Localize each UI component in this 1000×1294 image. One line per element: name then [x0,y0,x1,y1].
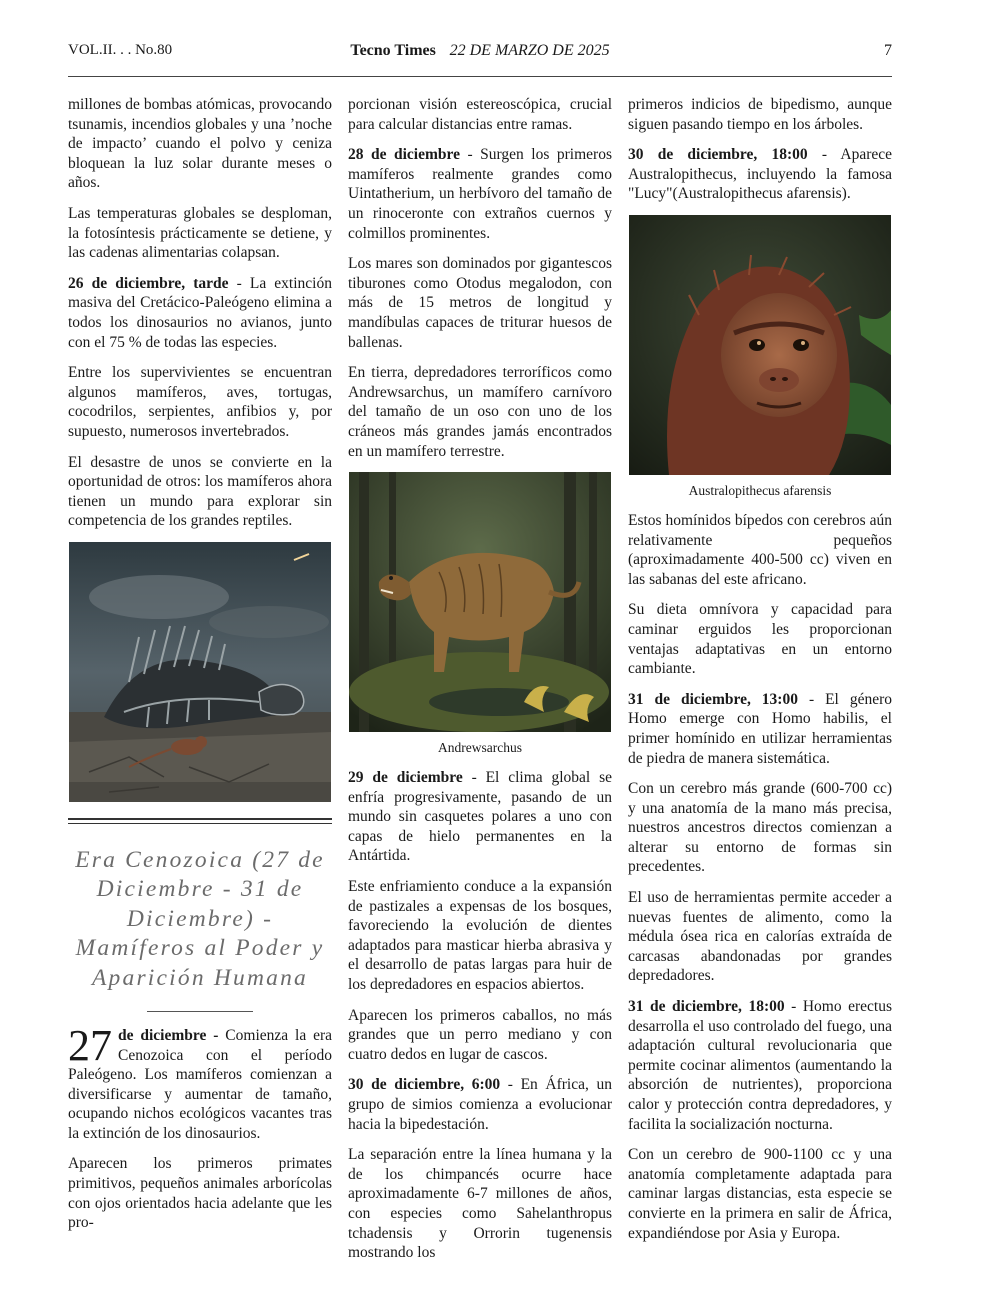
masthead [68,42,892,60]
paragraph: Aparecen los primeros caballos, no más grandes que un perro mediano y con cuatro dedos en lugar de cascos. [348,1006,612,1063]
paragraph: Su dieta omnívora y capacidad para caminar erguidos les proporcionan ventajas adaptativas en un entorno cambiante. [628,601,892,678]
paragraph: 27 de diciembre - Comienza la era Cenozoica con el período Paleógeno. Los mamíferos comienzan a diversificarse y aumentar de tamaño, ocupando nichos ecológicos vacantes tras la extinción de los dinosaurios. [68,1020,332,1142]
column-2 [348,95,612,1274]
section-title: Era Cenozoica (27 de Diciembre - 31 de Diciembre) - Mamíferos al Poder y Aparición Humana [75,846,325,991]
andrewsarchus-figure [348,472,612,756]
paragraph: Con un cerebro de 900-1100 cc y una anatomía completamente adaptada para caminar largas distancias, esta especie se convierte en la primera en salir de África, expandiéndose por Asia y Europa. [628,1146,892,1242]
paragraph: primeros indicios de bipedismo, aunque siguen pasando tiempo en los árboles. [628,96,892,133]
date-heading: 26 de diciembre, tarde [68,274,229,292]
australopithecus-image [629,215,891,475]
paragraph: Los mares son dominados por gigantescos tiburones como Otodus megalodon, con más de 15 metros de longitud y mandíbulas capaces de triturar huesos de ballenas. [348,255,612,351]
dinosaur-skeleton-image [69,542,331,802]
date-heading: 29 de diciembre [348,769,463,787]
paragraph: 30 de diciembre, 18:00 - Aparece Australopithecus, incluyendo la famosa "Lucy"(Australopithecus afarensis). [628,146,892,203]
page-header [68,42,892,64]
paragraph: 29 de diciembre - El clima global se enfría progresivamente, pasando de un mundo sin casquetes polares a uno con capas de hielo permanentes en la Antártida. [348,769,612,865]
paragraph: El desastre de unos se convierte en la oportunidad de otros: los mamíferos ahora tienen un mundo para explorar sin competencia de los grandes reptiles. [68,453,332,530]
paragraph: Aparecen los primeros primates primitivos, pequeños animales arborícolas con ojos orientados hacia adelante que les pro- [68,1155,332,1232]
paragraph: En tierra, depredadores terroríficos como Andrewsarchus, un mamífero carnívoro del tamaño de un oso con uno de los cráneos más grandes jamás encontrados en un mamífero terrestre. [348,364,612,460]
title-underline [147,1011,253,1012]
date-heading: 31 de diciembre, 13:00 [628,690,798,708]
paragraph: Con un cerebro más grande (600-700 cc) y una anatomía de la mano más precisa, nuestros ancestros directos comienzan a alterar su entorno de formas sin precedentes. [628,780,892,876]
paragraph: La separación entre la línea humana y la de los chimpancés ocurre hace aproximadamente 6-7 millones de años, con especies como Sahelanthropus tchadensis y Orrorin tugenensis mostrando los [348,1146,612,1262]
issue-date: 22 DE MARZO DE 2025 [449,42,610,59]
paragraph: Este enfriamiento conduce a la expansión de pastizales a expensas de los bosques, favoreciendo la evolución de dientes adaptados para masticar hierba abrasiva y el desarrollo de patas largas para huir de los depredadores en espacios abiertos. [348,878,612,994]
page-number: 7 [884,42,892,59]
date-heading: 28 de diciembre [348,146,461,164]
drop-cap: 27 [68,1020,112,1070]
paragraph: Entre los supervivientes se encuentran algunos mamíferos, aves, tortugas, cocodrilos, serpientes, anfibios y, por supuesto, numerosos invertebrados. [68,364,332,440]
andrewsarchus-image [349,472,611,732]
volume-number: VOL.II. . . No.80 [68,42,173,58]
paragraph: El uso de herramientas permite acceder a nuevas fuentes de alimento, como la médula ósea rica en calorías extraída de carcasas abandonadas por grandes depredadores. [628,889,892,985]
paragraph: Las temperaturas globales se desploman, la fotosíntesis prácticamente se detiene, y las cadenas alimentarias colapsan. [68,204,332,262]
dinosaur-skeleton-figure [68,542,332,802]
paragraph: 31 de diciembre, 18:00 - Homo erectus desarrolla el uso controlado del fuego, una adaptación cultural revolucionaria que permite cocinar alimentos (aumentando la absorción de nutrientes), proporciona calor y protección contra depredadores, y facilita la socialización nocturna. [628,998,892,1133]
date-heading: 30 de diciembre, 6:00 [348,1076,501,1094]
paragraph: 31 de diciembre, 13:00 - El género Homo emerge con Homo habilis, el primer homínido en utilizar herramientas de piedra de manera sistemática. [628,690,892,767]
figure-caption: Andrewsarchus [438,740,522,756]
paragraph: millones de bombas atómicas, provocando tsunamis, incendios globales y una ’noche de impacto’ cuando el polvo y ceniza bloquean la luz solar durante meses o años. [68,96,332,192]
figure-caption: Australopithecus afarensis [688,482,832,498]
column-3 [628,95,892,1254]
date-heading: 30 de diciembre, 18:00 [628,146,808,164]
column-1 [68,95,332,1244]
date-heading: 31 de diciembre, 18:00 [628,998,785,1016]
section-divider [68,818,332,824]
paragraph: 28 de diciembre - Surgen los primeros mamíferos realmente grandes como Uintatherium, un herbívoro del tamaño de un rinoceronte con extraños cuernos y colmillos prominentes. [348,146,612,242]
header-rule [68,76,892,77]
paragraph: Estos homínidos bípedos con cerebros aún relativamente pequeños (aproximadamente 400-500 cc) viven en las sabanas del este africano. [628,511,892,588]
paragraph: porcionan visión estereoscópica, crucial para calcular distancias entre ramas. [348,96,612,133]
paragraph: 30 de diciembre, 6:00 - En África, un grupo de simios comienza a evolucionar hacia la bipedestación. [348,1076,613,1133]
newspaper-title: Tecno Times [350,42,436,59]
paragraph: 26 de diciembre, tarde - La extinción masiva del Cretácico-Paleógeno elimina a todos los dinosaurios no avianos, junto con el 75 % de todas las especies. [68,274,332,351]
date-heading: de diciembre - [118,1026,219,1044]
australopithecus-figure [628,215,892,499]
